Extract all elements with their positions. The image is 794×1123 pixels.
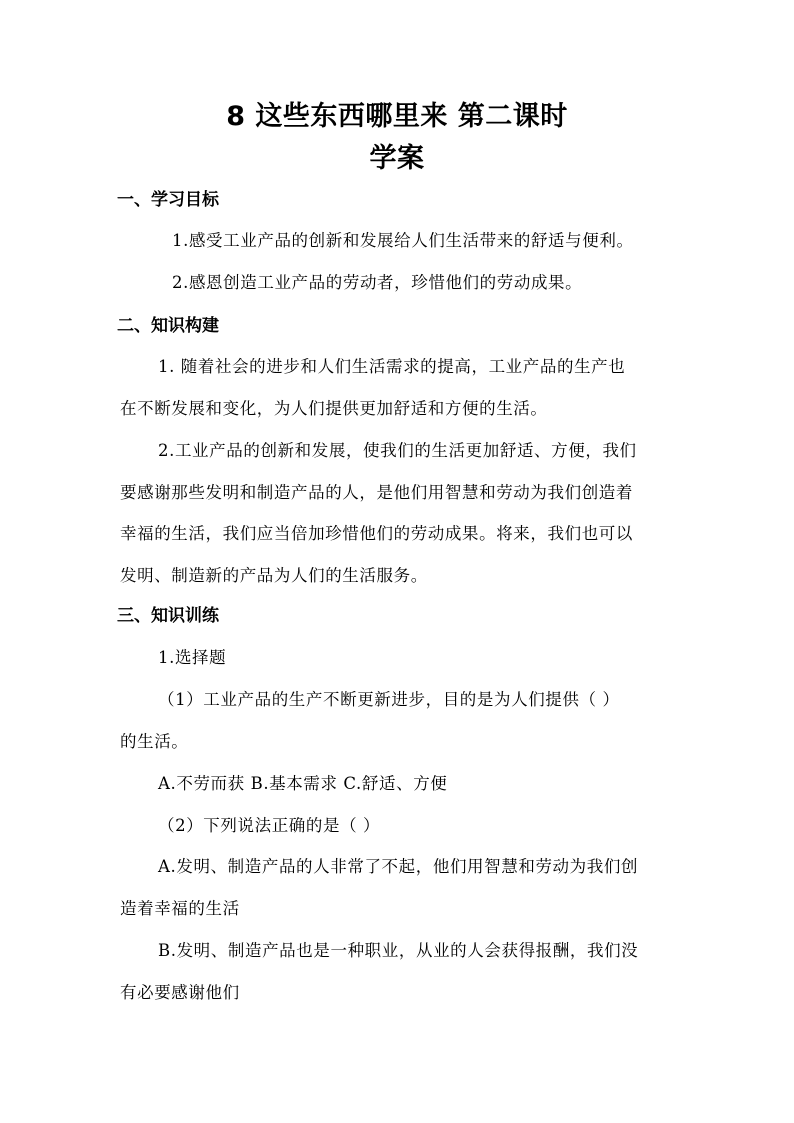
section-heading-knowledge: 二、知识构建 [117,316,219,336]
question-options: A.不劳而获 B.基本需求 C.舒适、方便 [158,774,448,793]
section-heading-practice: 三、知识训练 [117,606,219,626]
paragraph-line: 幸福的生活，我们应当倍加珍惜他们的劳动成果。将来，我们也可以 [120,524,633,543]
question-type-label: 1.选择题 [158,648,227,667]
question-stem: 的生活。 [120,732,189,751]
paragraph-line: 2.工业产品的创新和发展，使我们的生活更加舒适、方便，我们 [158,441,637,460]
option-a: A.发明、制造产品的人非常了不起，他们用智慧和劳动为我们创 [158,857,639,876]
page-subtitle: 学案 [369,143,425,174]
goal-item: 2.感恩创造工业产品的劳动者，珍惜他们的劳动成果。 [172,273,583,292]
question-stem: （1）工业产品的生产不断更新进步，目的是为人们提供（ ） [158,690,620,709]
page-title: 8 这些东西哪里来 第二课时 [226,101,568,132]
paragraph-line: 发明、制造新的产品为人们的生活服务。 [120,566,428,585]
section-heading-goals: 一、学习目标 [117,190,219,210]
option-a: 造着幸福的生活 [120,899,240,918]
question-stem: （2）下列说法正确的是（ ） [158,816,381,835]
goal-item: 1.感受工业产品的创新和发展给人们生活带来的舒适与便利。 [172,231,634,250]
paragraph-line: 要感谢那些发明和制造产品的人，是他们用智慧和劳动为我们创造着 [120,483,633,502]
paragraph-line: 1. 随着社会的进步和人们生活需求的提高，工业产品的生产也 [158,357,626,376]
paragraph-line: 在不断发展和变化，为人们提供更加舒适和方便的生活。 [120,399,548,418]
option-b: B.发明、制造产品也是一种职业，从业的人会获得报酬，我们没 [158,941,639,960]
option-b: 有必要感谢他们 [120,983,240,1002]
